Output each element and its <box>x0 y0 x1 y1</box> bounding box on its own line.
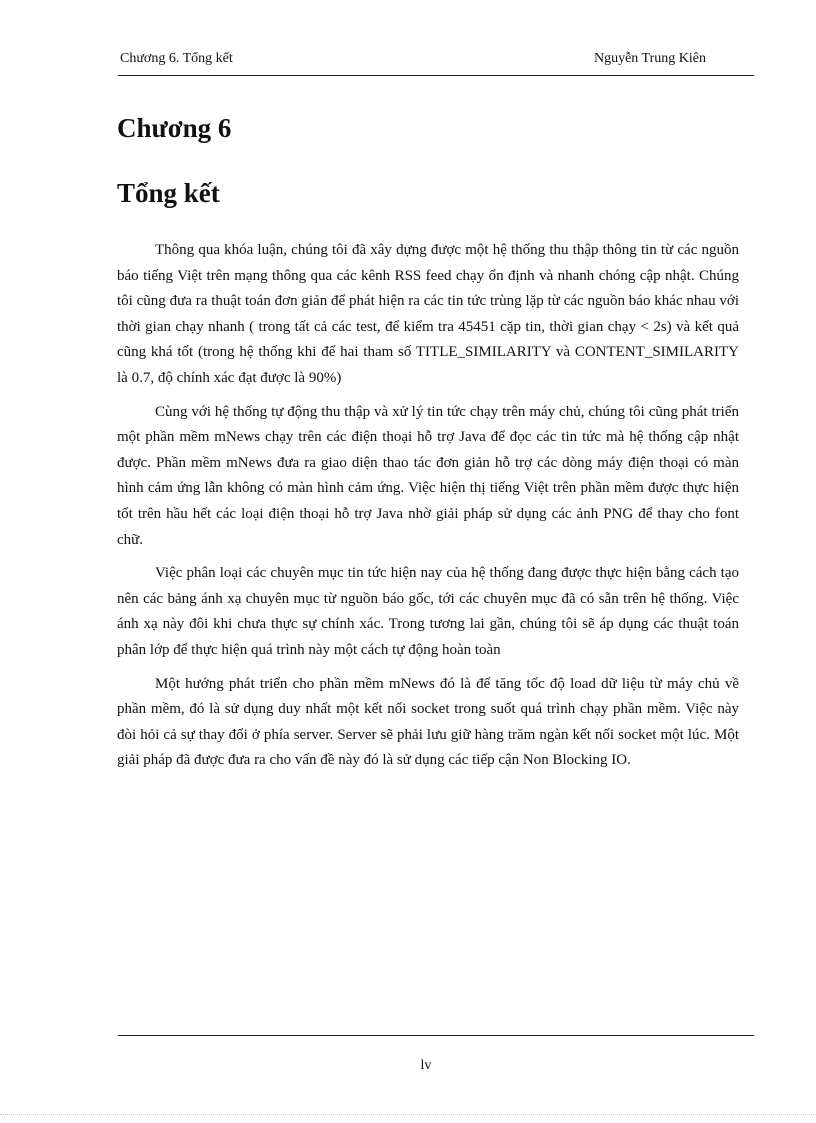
page-bottom-edge <box>0 1114 816 1115</box>
paragraph-4: Một hướng phát triển cho phần mềm mNews đó là để tăng tốc độ load dữ liệu từ máy chủ về phần mềm, đó là sử dụng duy nhất một kết nối socket trong suốt quá trình chạy phần mềm. Việc này đòi hỏi cả sự thay đổi ở phía server. Server sẽ phải lưu giữ hàng trăm ngàn kết nối socket một lúc. Một giải pháp đã được đưa ra cho vấn đề này đó là sử dụng các tiếp cận Non Blocking IO. <box>117 675 739 769</box>
paragraph-1: Thông qua khóa luận, chúng tôi đã xây dựng được một hệ thống thu thập thông tin từ các nguồn báo tiếng Việt trên mạng thông qua các kênh RSS feed chạy ổn định và nhanh chóng cập nhật. Chúng tôi cũng đưa ra thuật toán đơn giản để phát hiện ra các tin tức trùng lặp từ các nguồn báo khác nhau với thời gian chạy nhanh ( trong tất cả các test, để kiểm tra 45451 cặp tin, thời gian chạy < 2s) và kết quả cũng khá tốt (trong hệ thống khi để hai tham số TITLE_SIMILARITY và CONTENT_SIMILARITY là 0.7, độ chính xác đạt được là 90%) <box>117 242 739 386</box>
running-header <box>118 50 754 72</box>
body-text <box>117 238 739 782</box>
paragraph-3: Việc phân loại các chuyên mục tin tức hiện nay của hệ thống đang được thực hiện bằng cách tạo nên các bảng ánh xạ chuyên mục từ nguồn báo gốc, tới các chuyên mục đã có sẵn trên hệ thống. Việc ánh xạ này đôi khi chưa thực sự chính xác. Trong tương lai gần, chúng tôi sẽ áp dụng các thuật toán phân lớp để thực hiện quá trình này một cách tự động hoàn toàn <box>117 565 739 658</box>
header-divider <box>118 75 754 76</box>
chapter-number: Chương 6 <box>117 113 232 143</box>
header-chapter-label: Chương 6. Tổng kết <box>120 51 233 66</box>
paragraph-2: Cùng với hệ thống tự động thu thập và xử lý tin tức chạy trên máy chủ, chúng tôi cũng phát triển một phần mềm mNews chạy trên các điện thoại hỗ trợ Java để đọc các tin tức mà hệ thống cập nhật được. Phần mềm mNews đưa ra giao diện thao tác đơn giản hỗ trợ các dòng máy điện thoại có màn hình cảm ứng lẫn không có màn hình cảm ứng. Việc hiện thị tiếng Việt trên phần mềm được thực hiện tốt trên hầu hết các loại điện thoại hỗ trợ Java nhờ giải pháp sử dụng các ảnh PNG để thay cho font chữ. <box>117 403 739 548</box>
footer-divider <box>118 1035 754 1036</box>
header-author-name: Nguyễn Trung Kiên <box>593 51 706 66</box>
page-number: lv <box>420 1058 432 1073</box>
chapter-title: Tổng kết <box>117 178 220 208</box>
